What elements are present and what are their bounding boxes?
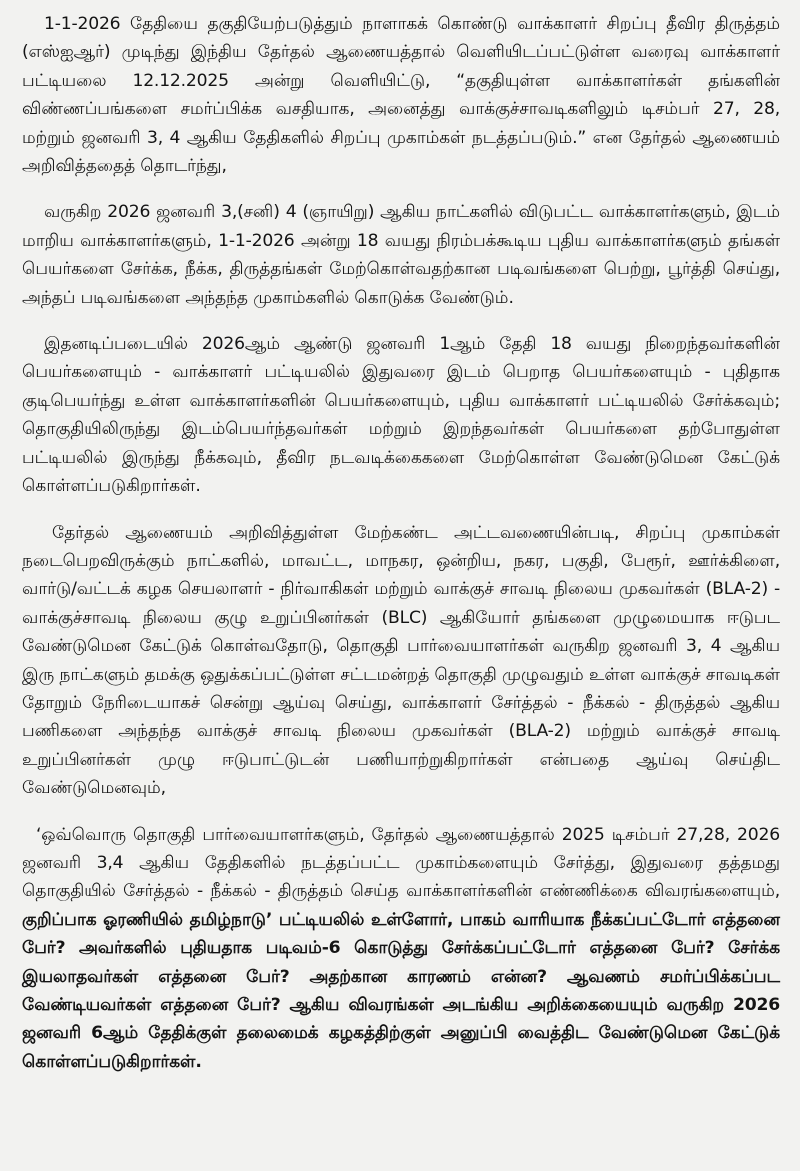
- paragraph-1: 1-1-2026 தேதியை தகுதியேற்படுத்தும் நாளாகக் கொண்டு வாக்காளர் சிறப்பு தீவிர திருத்தம் (எஸ்ஐஆர்) முடிந்து இந்திய தேர்தல் ஆணையத்தால் வெளியிடப்பட்டுள்ள வரைவு வாக்காளர் பட்டியலை 12.12.2025 அன்று வெளியிட்டு, “தகுதியுள்ள வாக்காளர்கள் தங்களின் விண்ணப்பங்களை சமர்ப்பிக்க வசதியாக, அனைத்து வாக்குச்சாவடிகளிலும் டிசம்பர் 27, 28, மற்றும் ஜனவரி 3, 4 ஆகிய தேதிகளில் சிறப்பு முகாம்கள் நடத்தப்படும்.” என தேர்தல் ஆணையம் அறிவித்ததைத் தொடர்ந்து,: [22, 14, 780, 177]
- paragraph-4: தேர்தல் ஆணையம் அறிவித்துள்ள மேற்கண்ட அட்டவணையின்படி, சிறப்பு முகாம்கள் நடைபெறவிருக்கும் நாட்களில், மாவட்ட, மாநகர, ஒன்றிய, நகர, பகுதி, பேரூர், ஊர்க்கிளை, வார்டு/வட்டக் கழக செயலாளர் - நிர்வாகிகள் மற்றும் வாக்குச் சாவடி நிலைய முகவர்கள் (BLA-2) - வாக்குச்சாவடி நிலைய குழு உறுப்பினர்கள் (BLC) ஆகியோர் தங்களை முழுமையாக ஈடுபட வேண்டுமென கேட்டுக் கொள்வதோடு, தொகுதி பார்வையாளர்கள் வருகிற ஜனவரி 3, 4 ஆகிய இரு நாட்களும் தமக்கு ஒதுக்கப்பட்டுள்ள சட்டமன்றத் தொகுதி முழுவதும் உள்ள வாக்குச் சாவடிகள் தோறும் நேரிடையாகச் சென்று ஆய்வு செய்து, வாக்காளர் சேர்த்தல் - நீக்கல் - திருத்தல் ஆகிய பணிகளை அந்தந்த வாக்குச் சாவடி நிலைய முகவர்கள் (BLA-2) மற்றும் வாக்குச் சாவடி உறுப்பினர்கள் முழு ஈடுபாட்டுடன் பணியாற்றுகிறார்கள் என்பதை ஆய்வு செய்திட வேண்டுமெனவும்,: [22, 522, 780, 799]
- paragraph-5-regular-text: ‘ஒவ்வொரு தொகுதி பார்வையாளர்களும், தேர்தல் ஆணையத்தால் 2025 டிசம்பர் 27,28, 2026 ஜனவரி 3,4 ஆகிய தேதிகளில் நடத்தப்பட்ட முகாம்களையும் சேர்த்து, இதுவரை தத்தமது தொகுதியில் சேர்த்தல் - நீக்கல் - திருத்தம் செய்த வாக்காளர்களின் எண்ணிக்கை விவரங்களையும்,: [22, 824, 780, 902]
- paragraph-5-bold-text: குறிப்பாக ஓரணியில் தமிழ்நாடு’ பட்டியலில் உள்ளோர், பாகம் வாரியாக நீக்கப்பட்டோர் எத்தனை பேர்? அவர்களில் புதியதாக படிவம்-6 கொடுத்து சேர்க்கப்பட்டோர் எத்தனை பேர்? சேர்க்க இயலாதவர்கள் எத்தனை பேர்? அதற்கான காரணம் என்ன? ஆவணம் சமர்ப்பிக்கப்பட வேண்டியவர்கள் எத்தனை பேர்? ஆகிய விவரங்கள் அடங்கிய அறிக்கையையும் வருகிற 2026 ஜனவரி 6ஆம் தேதிக்குள் தலைமைக் கழகத்திற்குள் அனுப்பி வைத்திட வேண்டுமென கேட்டுக் கொள்ளப்படுகிறார்கள்.: [22, 909, 780, 1072]
- paragraph-5: [22, 821, 780, 1077]
- paragraph-2: வருகிற 2026 ஜனவரி 3,(சனி) 4 (ஞாயிறு) ஆகிய நாட்களில் விடுபட்ட வாக்காளர்களும், இடம் மாறிய வாக்காளர்களும், 1-1-2026 அன்று 18 வயது நிரம்பக்கூடிய புதிய வாக்காளர்களும் தங்கள் பெயர்களை சேர்க்க, நீக்க, திருத்தங்கள் மேற்கொள்வதற்கான படிவங்களை பெற்று, பூர்த்தி செய்து, அந்தப் படிவங்களை அந்தந்த முகாம்களில் கொடுக்க வேண்டும்.: [22, 202, 780, 308]
- paragraph-3: இதனடிப்படையில் 2026ஆம் ஆண்டு ஜனவரி 1ஆம் தேதி 18 வயது நிறைந்தவர்களின் பெயர்களையும் - வாக்காளர் பட்டியலில் இதுவரை இடம் பெறாத பெயர்களையும் - புதிதாக குடிபெயர்ந்து உள்ள வாக்காளர்களின் பெயர்களையும், புதிய வாக்காளர் பட்டியலில் சேர்க்கவும்; தொகுதியிலிருந்து இடம்பெயர்ந்தவர்கள் மற்றும் இறந்தவர்கள் பெயர்களை தற்போதுள்ள பட்டியலில் இருந்து நீக்கவும், தீவிர நடவடிக்கைகளை மேற்கொள்ள வேண்டுமென கேட்டுக் கொள்ளப்படுகிறார்கள்.: [22, 334, 780, 497]
